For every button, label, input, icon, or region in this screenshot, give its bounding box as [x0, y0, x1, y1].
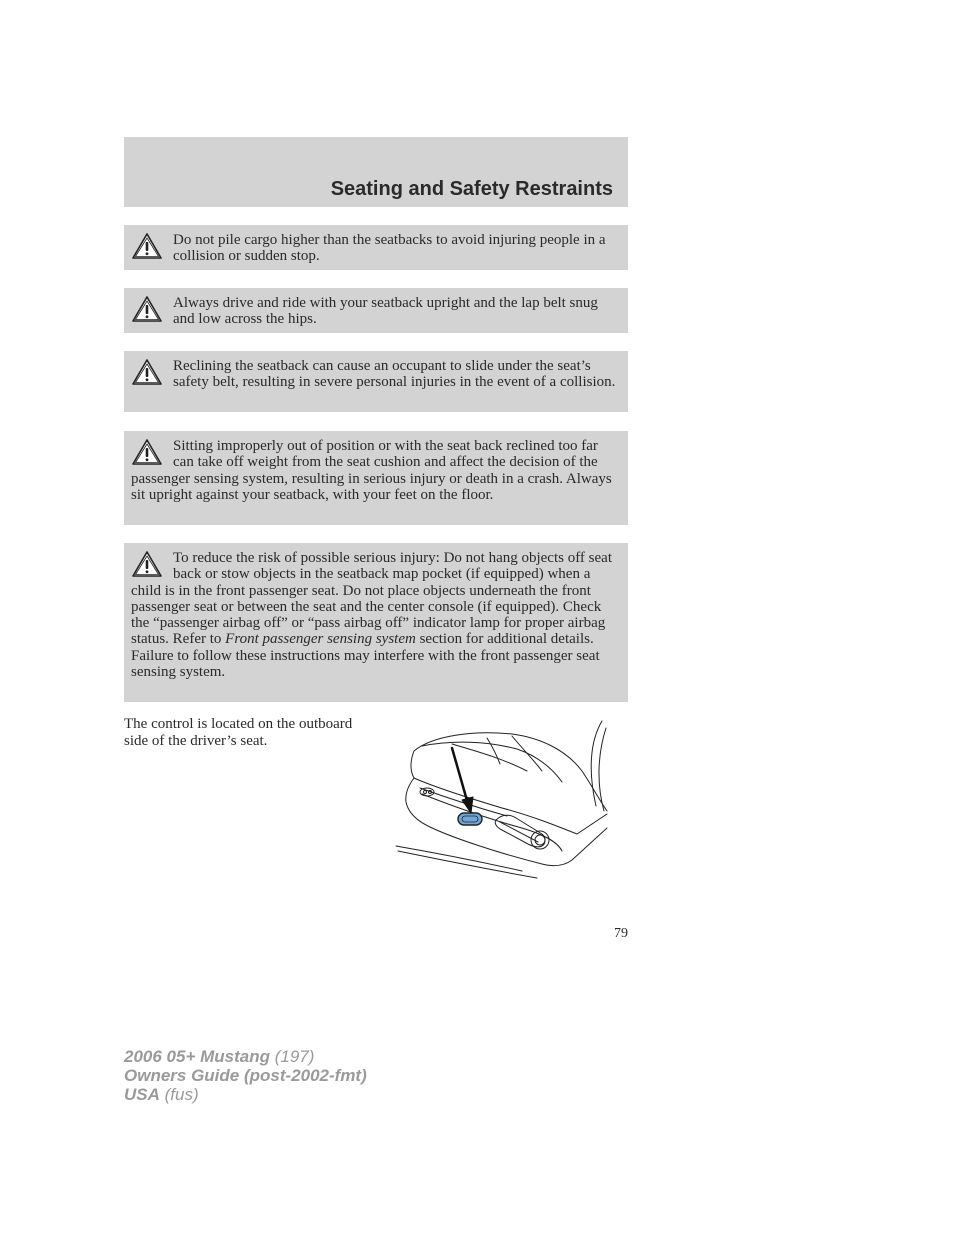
footer-line [124, 1085, 367, 1104]
warning-box [124, 225, 628, 270]
page-number: 79 [614, 926, 628, 941]
warning-text: Always drive and ride with your seatback upright and the lap belt snug and low across the hips. [173, 295, 598, 328]
warning-box [124, 351, 628, 412]
warning-triangle-icon [131, 295, 167, 325]
warning-box [124, 288, 628, 333]
warning-triangle-icon [131, 232, 167, 262]
section-header [124, 137, 628, 207]
warning-text: Sitting improperly out of position or with the seat back reclined too far can take off weight from the seat cushion and affect the decision of the passenger sensing system, resulting in serious injury or death in a crash. Always sit upright against your seatback, with your feet on the floor. [131, 438, 612, 503]
warning-triangle-icon [131, 358, 167, 388]
document-footer [124, 1047, 367, 1104]
warning-triangle-icon [131, 438, 167, 468]
warning-text-part: section for additional details. Failure to follow these instructions may interfere with the front passenger seat sensing system. [131, 631, 600, 681]
control-location-text: The control is located on the outboard side of the driver’s seat. [124, 716, 353, 749]
warning-text-part: To reduce the risk of possible serious injury: Do not hang objects off seat back or stow objects in the seatback map pocket (if equipped) when a child is in the front passenger seat. Do not place objects underneath the front passenger seat or between the seat and the center console (if equipped). Check the “passenger airbag off” or “pass airbag off” indicator lamp for proper airbag status. Refer to [131, 550, 612, 648]
warning-text [131, 550, 621, 680]
warning-text: Reclining the seatback can cause an occupant to slide under the seat’s safety belt, resulting in severe personal injuries in the event of a collision. [173, 358, 616, 391]
footer-code: (197) [270, 1047, 315, 1066]
warning-triangle-icon [131, 550, 167, 580]
footer-model: 2006 05+ Mustang [124, 1047, 270, 1066]
warning-text: Do not pile cargo higher than the seatbacks to avoid injuring people in a collision or sudden stop. [173, 232, 606, 265]
footer-guide: Owners Guide (post-2002-fmt) [124, 1066, 367, 1085]
section-title: Seating and Safety Restraints [330, 178, 613, 200]
cross-reference: Front passenger sensing system [225, 631, 416, 648]
seat-control-illustration [392, 716, 617, 882]
footer-market-code: (fus) [159, 1085, 199, 1104]
footer-line [124, 1066, 367, 1085]
footer-line [124, 1047, 367, 1066]
warning-box [124, 431, 628, 525]
footer-market: USA [124, 1085, 160, 1104]
warning-box [124, 543, 628, 702]
